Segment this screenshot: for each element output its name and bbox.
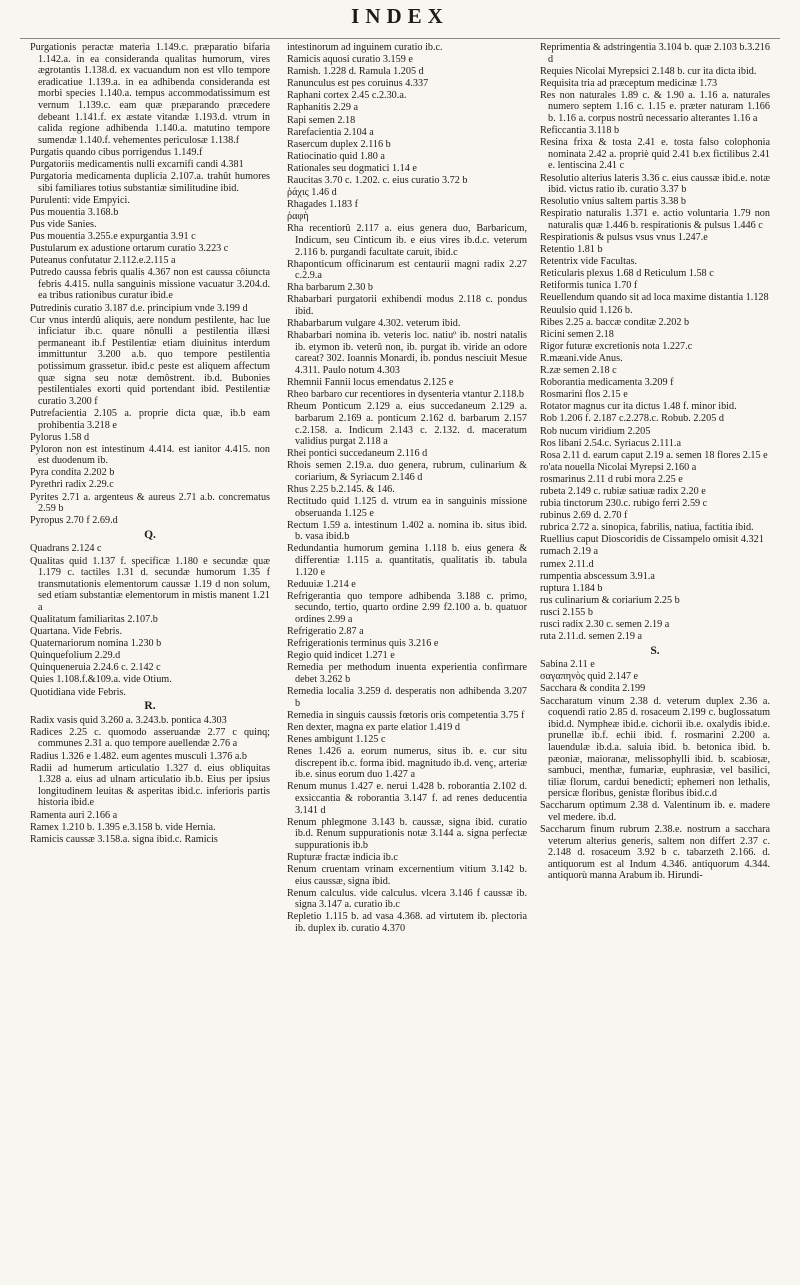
index-entry: Respiratio naturalis 1.371 e. actio voluntaria 1.79 non naturalis quæ 1.446 b. respirationis & pulsus 1.446 c	[540, 208, 770, 231]
index-entry: Quadrans 2.124 c	[30, 543, 102, 555]
index-entry: Rheum Ponticum 2.129 a. eius succedaneum 2.129 a. barbarum 2.169 a. ponticum 2.162 d. barbarum 2.157 c.2.158. a. Indicum 2.143 c. 2.132. d. maceratum validius purgat 2.118 a	[287, 401, 527, 448]
index-entry: Purgatis quando cibus porrigendus 1.149.f	[30, 146, 203, 158]
index-entry: Cur vnus interdû aliquis, aere nondum pestilente, hac lue inficiatur ib.c. quare nônulli a pestilentia illæsi permaneant ib.f Pestilentiæ etiam diuinitus interdum immittuntur 3.200 a.b. quo tempore pestilentia potissimum grassetur. ibid.c peste est aliquem affectum quæ signa seu notæ demôstrent. ib.d. Bubonies pestilentiales exorti quid portendant ibid. Pestilentiæ curatio 3.200 f	[30, 314, 270, 407]
index-entry: Rectitudo quid 1.125 d. vtrum ea in sanguinis missione obseruanda 1.125 e	[287, 496, 527, 519]
index-entry: Rasercum duplex 2.116 b	[287, 138, 391, 150]
index-entry: Reficcantia 3.118 b	[540, 125, 620, 137]
index-entry: Purgatoriis medicamentis nulli excarnifi candi 4.381	[30, 158, 244, 170]
index-entry: Pus mouentia 3.168.b	[30, 206, 119, 218]
index-entry: Rhemnii Fannii locus emendatus 2.125 e	[287, 377, 454, 389]
index-entry: Retentio 1.81 b	[540, 244, 603, 256]
index-entry: Renes ambigunt 1.125 c	[287, 733, 386, 745]
index-entry: Radii ad humerum articulatio 1.327 d. eius obliquitas 1.328 a. eius ad ulnam articulatio ib.b. Eius per ipsius longitudinem leuitas & asperitas ibid.c. inferioris partis historia ibid.e	[30, 762, 270, 809]
index-entry: Pyra condita 2.202 b	[30, 467, 115, 479]
index-column-2	[287, 42, 527, 1280]
index-entry: Saccharatum vinum 2.38 d. veterum duplex 2.36 a. coquendi ratio 2.85 d. rosaceum 2.199 c. buglossatum ibid.d. Nympheæ ibid.e. cichorii ib.e. oxalydis ibid.e. prunellæ ib.f. echii ibid. f. rosmarini 2.200 a. lauendulæ ib.d.a. saluia ibid. b. betonica ibid. b. pæoniæ, maioranæ, melissophylli ibid. b. scabiosæ, sambuci, menthæ, fumariæ, euphrasiæ, vel basilici, tiliæ florum, cardui benedicti; ephemeri non lethalis, persicæ floribus, genistæ floribus ibid.c.d	[540, 695, 770, 800]
index-entry: Rob 1.206 f. 2.187 c.2.278.c. Robub. 2.205 d	[540, 413, 724, 425]
index-entry: Rhaponticum officinarum est centaurii magni radix 2.27 c.2.9.a	[287, 258, 527, 282]
index-entry: Putredo caussa febris qualis 4.367 non est caussa côiuncta febris 4.415. nulla sanguinis missione vacuatur 3.204.d. ea tribus rationibus curatur ibid.e	[30, 267, 270, 302]
index-entry: Purulenti: vide Empyici.	[30, 194, 130, 206]
index-entry: Pustularum ex adustione ortarum curatio 3.223 c	[30, 243, 229, 255]
index-entry: Ramicis aquosi curatio 3.159 e	[287, 54, 413, 66]
index-entry: Refrigerationis terminus quis 3.216 e	[287, 638, 439, 650]
index-entry: Quaternariorum nomina 1.230 b	[30, 638, 162, 650]
index-entry: Qualitas quid 1.137 f. specificæ 1.180 e secundæ quæ 1.179 c. tactiles 1.31 d. secundæ humorum 1.35 f transmutationis elementorum caussæ 1.19 d non solum, sed etiam substantiæ elementorum in mistis manent 1.21 a	[30, 555, 270, 613]
index-entry: Raucitas 3.70 c. 1.202. c. eius curatio 3.72 b	[287, 175, 468, 187]
index-entry: Sabina 2.11 e	[540, 659, 595, 671]
index-entry: Ramenta auri 2.166 a	[30, 809, 118, 821]
index-entry: Purgationis peractæ materia 1.149.c. præparatio bifaria 1.142.a. in ea consideranda qualitas humorum, vires ægrotantis 1.138.d. ex vacuandum non est vllo tempore eradicatiue 1.139.a. in ea adhibenda consideranda est morbi species 1.140.a. tempus accommodatissimum est vernum 1.139.c. eam quæ præparando præcedere debeant 1.141.f. ex æstate vitandæ 1.193.d. vtrum in calida regione adhibenda 1.140.a. matutino tempore sumendæ 1.140.f. vehementes periculosæ 1.138.f	[30, 42, 270, 146]
index-entry: Requisita tria ad præceptum medicinæ 1.73	[540, 77, 718, 89]
index-entry: Refrigeratio 2.87 a	[287, 626, 364, 638]
index-entry: Reuellendum quando sit ad loca maxime distantia 1.128	[540, 292, 769, 304]
letter-heading: R.	[144, 700, 156, 713]
index-entry: Puteanus confutatur 2.112.e.2.115 a	[30, 255, 176, 267]
index-entry: Quinquefolium 2.29.d	[30, 650, 121, 662]
index-entry: Pyrites 2.71 a. argenteus & aureus 2.71 a.b. concrematus 2.59 b	[30, 491, 270, 515]
index-entry: Rhagades 1.183 f	[287, 199, 359, 211]
index-entry: Reduuiæ 1.214 e	[287, 578, 356, 590]
index-entry: Rhei pontici succedaneum 2.116 d	[287, 448, 428, 460]
index-entry: rosmarinus 2.11 d rubi mora 2.25 e	[540, 473, 683, 485]
index-entry: Ratiocinatio quid 1.80 a	[287, 150, 385, 162]
index-entry: ruptura 1.184 b	[540, 582, 603, 594]
index-entry: Remedia in singuis caussis fœtoris oris competentia 3.75 f	[287, 709, 525, 721]
index-entry: Regio quid indicet 1.271 e	[287, 650, 395, 662]
index-entry: Purgatoria medicamenta duplicia 2.107.a. trahût humores sibi familiares totius substantiæ similitudine ibid.	[30, 171, 270, 194]
index-entry: Retiformis tunica 1.70 f	[540, 280, 638, 292]
index-entry: Pyropus 2.70 f 2.69.d	[30, 515, 118, 527]
letter-heading: S.	[650, 644, 660, 657]
index-entry: Putredinis curatio 3.187 d.e. principium vnde 3.199 d	[30, 302, 248, 314]
index-entry: Remedia localia 3.259 d. desperatis non adhibenda 3.207 b	[287, 686, 527, 709]
letter-heading: Q.	[144, 528, 156, 541]
index-entry: Quinqueneruia 2.24.6 c. 2.142 c	[30, 662, 161, 674]
index-entry: Qualitatum familiaritas 2.107.b	[30, 614, 158, 625]
index-entry: R.zæ semen 2.18 c	[540, 365, 617, 377]
index-entry: Putrefacientia 2.105 a. proprie dicta quæ, ib.b eam prohibentia 3.218 e	[30, 407, 270, 431]
index-entry: Pyloron non est intestinum 4.414. est ianitor 4.415. non est duodenum ib.	[30, 443, 270, 467]
index-entry: Rigor futuræ excretionis nota 1.227.c	[540, 340, 693, 352]
index-entry: rubinus 2.69 d. 2.70 f	[540, 510, 628, 522]
index-entry: Pus mouentia 3.255.e expurgantia 3.91 c	[30, 231, 196, 242]
index-column-3	[540, 42, 770, 1280]
index-entry: Redundantia humorum gemina 1.118 b. eius genera & differentiæ 1.115 a. quantitatis, qualitatis ib. tabula 1.120 e	[287, 543, 527, 578]
index-entry: Repletio 1.115 b. ad vasa 4.368. ad virtutem ib. plectoria ib. duplex ib. curatio 4.370	[287, 911, 527, 934]
index-entry: Radices 2.25 c. quomodo asseruandæ 2.77 c quinq; communes 2.31 a. quo tempore auellendæ 2.76 a	[30, 726, 270, 750]
index-entry: Resolutio vnius saltem partis 3.38 b	[540, 196, 687, 208]
index-entry: rus culinarium & coriarium 2.25 b	[540, 594, 680, 606]
index-entry: Ren dexter, magna ex parte elatior 1.419 d	[287, 721, 460, 733]
index-entry: ῥαφὴ	[287, 211, 309, 223]
index-entry: Pus vide Sanies.	[30, 218, 97, 230]
index-entry: Renes 1.426 a. eorum numerus, situs ib. e. cur situ discrepent ib.c. forma ibid. magnitudo ib.d. venç, arteriæ ib.e. sinus eorum duo 1.427 a	[287, 746, 527, 781]
index-entry: Saccharum finum rubrum 2.38.e. nostrum a sacchara veterum alterius generis, saltem non differt 2.37 c. 2.148 d. rosaceum 3.92 b c. tabarzeth 2.166. d. antiquorum est al Indum 4.346. antiquorum 4.344. antiquorù manna Arabum ib. Hirundi-	[540, 824, 770, 882]
index-entry: Reticularis plexus 1.68 d Reticulum 1.58 c	[540, 268, 714, 280]
index-entry: Ramish. 1.228 d. Ramula 1.205 d	[287, 66, 424, 78]
index-entry: Renum calculus. vide calculus. vlcera 3.146 f caussæ ib. signa 3.147 a. curatio ib.c	[287, 887, 527, 911]
index-entry: Raphanitis 2.29 a	[287, 102, 359, 114]
index-entry: rubia tinctorum 230.c. rubigo ferri 2.59 c	[540, 498, 708, 510]
index-entry: Remedia per methodum inuenta experientia confirmare debet 3.262 b	[287, 662, 527, 685]
index-column-1	[30, 42, 270, 1280]
index-entry: Reprimentia & adstringentia 3.104 b. quæ 2.103 b.3.216 d	[540, 42, 770, 65]
index-entry: ro'ata nouella Nicolai Myrepsi 2.160 a	[540, 461, 697, 473]
index-entry: rusci radix 2.30 c. semen 2.19 a	[540, 619, 670, 630]
index-entry: rusci 2.155 b	[540, 606, 593, 618]
index-entry: Ros libani 2.54.c. Syriacus 2.111.a	[540, 437, 682, 449]
index-entry: σαγαπηνὸς quid 2.147 e	[540, 671, 639, 683]
index-entry: Resina frixa & tosta 2.41 e. tosta falso colophonia nominata 2.42 a. propriè quid 2.41 b.ex fictilibus 2.41 e. lentiscina 2.41 c	[540, 137, 770, 172]
index-entry: Rotator magnus cur ita dictus 1.48 f. minor ibid.	[540, 401, 737, 413]
index-entry: Rosa 2.11 d. earum caput 2.19 a. semen 18 flores 2.15 e	[540, 449, 768, 461]
index-entry: Ribes 2.25 a. baccæ conditæ 2.202 b	[540, 316, 690, 328]
index-entry: Ramicis caussæ 3.158.a. signa ibid.c. Ramicis	[30, 833, 218, 845]
index-entry: Rha recentiorû 2.117 a. eius genera duo, Barbaricum, Indicum, seu Cinticum ib. e eius vires ib.d.c. veterum 2.116 b. purgandi facultate caruit, ibid.c	[287, 223, 527, 258]
index-entry: rumach 2.19 a	[540, 546, 598, 558]
index-entry: Saccharum optimum 2.38 d. Valentinum ib. e. madere vel medere. ib.d.	[540, 800, 770, 823]
index-entry: R.mæani.vide Anus.	[540, 352, 623, 364]
index-entry: Rosmarini flos 2.15 e	[540, 389, 628, 401]
index-entry: Quotidiana vide Febris.	[30, 686, 126, 698]
index-entry: Refrigerantia quo tempore adhibenda 3.188 c. primo, secundo, tertio, quarto ordine 2.99 f2.100 a. b. quatuor ordines 2.99 a	[287, 590, 527, 625]
index-entry: Rhabarbarum vulgare 4.302. veterum ibid.	[287, 318, 461, 330]
index-entry: Raphani cortex 2.45 c.2.30.a.	[287, 90, 407, 102]
index-entry: Renum cruentam vrinam excernentium vitium 3.142 b. eius caussæ, signa ibid.	[287, 863, 527, 887]
index-entry: rumpentia abscessum 3.91.a	[540, 570, 655, 582]
index-entry: Rhabarbari nomina ib. veteris loc. natiuº ib. nostri natalis ib. etymon ib. veterû non, ib. purgat ib. viride an odore careat? 302. Ioannis Monardi, ib. pondus nesciuit Mesue 4.311. Paulo notum 4.303	[287, 330, 527, 377]
index-entry: Rha barbarum 2.30 b	[287, 282, 374, 294]
index-entry: Requies Nicolai Myrepsici 2.148 b. cur ita dicta ibid.	[540, 65, 757, 77]
index-entry: Pyrethri radix 2.29.c	[30, 479, 114, 491]
index-entry: Radius 1.326 e 1.482. eum agentes musculi 1.376 a.b	[30, 750, 248, 762]
index-entry: Retentrix vide Facultas.	[540, 256, 638, 268]
index-entry: ruta 2.11.d. semen 2.19 a	[540, 631, 643, 643]
page-title: INDEX	[351, 4, 449, 28]
index-entry: Ramex 1.210 b. 1.395 e.3.158 b. vide Hernia.	[30, 821, 216, 833]
index-entry: Resolutio alterius lateris 3.36 c. eius caussæ ibid.e. notæ ibid. victus ratio ib. curatio 3.37 b	[540, 172, 770, 196]
index-entry: Reuulsio quid 1.126 b.	[540, 304, 633, 316]
index-entry: Ruellius caput Dioscoridis de Cissampelo omisit 4.321	[540, 534, 764, 546]
index-entry: Ranunculus est pes coruinus 4.337	[287, 78, 429, 90]
index-entry: Radix vasis quid 3.260 a. 3.243.b. pontica 4.303	[30, 714, 227, 726]
index-entry: Rupturæ fractæ indicia ib.c	[287, 851, 398, 863]
index-entry: Rhus 2.25 b.2.145. & 146.	[287, 483, 395, 495]
index-entry: Rarefacientia 2.104 a	[287, 126, 374, 138]
index-entry: Sacchara & condita 2.199	[540, 683, 646, 695]
index-entry: rumex 2.11.d	[540, 558, 594, 570]
index-entry: Ricini semen 2.18	[540, 328, 614, 340]
index-entry: Rhois semen 2.19.a. duo genera, rubrum, culinarium & coriarium, & Syriacum 2.146 d	[287, 460, 527, 483]
index-entry: Rectum 1.59 a. intestinum 1.402 a. nomina ib. situs ibid. b. vasa ibid.b	[287, 519, 527, 543]
index-entry: Renum munus 1.427 e. nerui 1.428 b. roborantia 2.102 d. exsiccantia & roborantia 3.147 f. ad renes deducentia 3.141 d	[287, 781, 527, 816]
index-entry: Rheo barbaro cur recentiores in dysenteria vtantur 2.118.b	[287, 389, 524, 401]
index-entry: Roborantia medicamenta 3.209 f	[540, 377, 674, 389]
index-entry: Rapi semen 2.18	[287, 114, 356, 126]
index-entry: intestinorum ad inguinem curatio ib.c.	[287, 42, 443, 53]
index-entry: rubeta 2.149 c. rubiæ satiuæ radix 2.20 e	[540, 485, 706, 497]
index-entry: Quartana. Vide Febris.	[30, 626, 122, 638]
index-entry: ῥάχις 1.46 d	[287, 187, 337, 199]
index-entry: Renum phlegmone 3.143 b. caussæ, signa ibid. curatio ib.d. Renum suppurationis notæ 3.144 a. signa perfectæ suppurationis ib.b	[287, 816, 527, 851]
index-entry: Respirationis & pulsus vsus vnus 1.247.e	[540, 232, 708, 243]
index-entry: Quies 1.108.f.&109.a. vide Otium.	[30, 674, 172, 686]
index-entry: Rationales seu dogmatici 1.14 e	[287, 162, 417, 174]
index-entry: Res non naturales 1.89 c. & 1.90 a. 1.16 a. naturales numero septem 1.16 c. 1.15 e. præter naturam 1.166 b. 1.16 a. corpus nostrû necessario alterantes 1.16 a	[540, 89, 770, 125]
header-rule	[20, 38, 780, 39]
index-entry: Rhabarbari purgatorii exhibendi modus 2.118 c. pondus ibid.	[287, 294, 527, 318]
index-entry: Rob nucum viridium 2.205	[540, 425, 651, 437]
index-entry: Pylorus 1.58 d	[30, 431, 90, 443]
index-entry: rubrica 2.72 a. sinopica, fabrilis, natiua, factitia ibid.	[540, 522, 754, 534]
